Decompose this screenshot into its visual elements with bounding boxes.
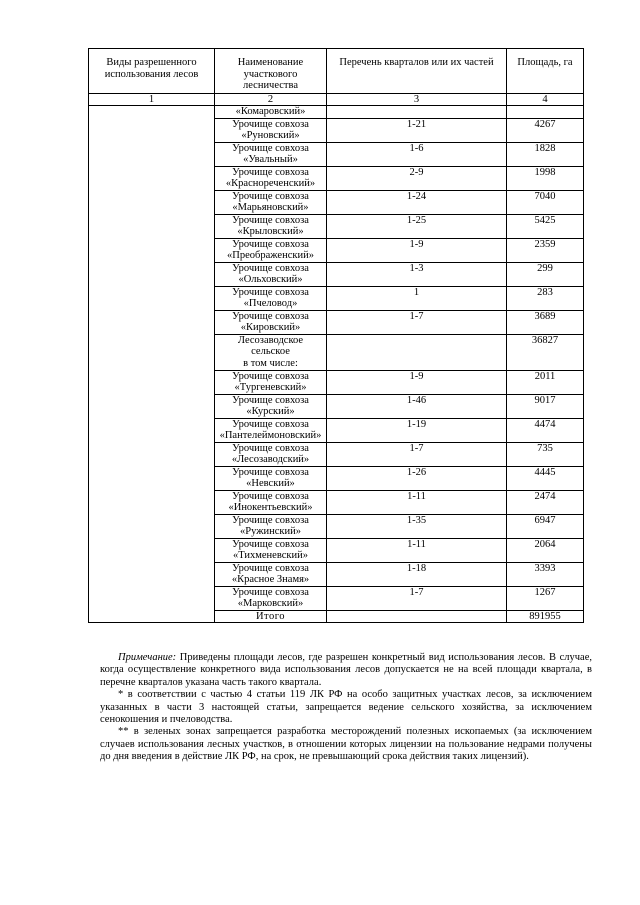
forestry-name-cell: «Комаровский» [215, 106, 327, 119]
forestry-name-cell: Урочище совхоза «Руновский» [215, 118, 327, 142]
column-number-4: 4 [507, 94, 584, 106]
area-cell: 3393 [507, 562, 584, 586]
forestry-name-cell: Урочище совхоза «Марьяновский» [215, 190, 327, 214]
footnote-1: * в соответствии с частью 4 статьи 119 ЛК РФ на особо защитных участках лесов, за исключением указанных в части 3 настоящей статьи, запрещается ведение сельского хозяйства, за исключением сенокошения и пчеловодства. [100, 689, 592, 726]
area-cell: 2064 [507, 538, 584, 562]
forestry-name-cell: Урочище совхоза «Марковский» [215, 586, 327, 610]
area-cell: 1998 [507, 166, 584, 190]
quarters-cell: 1-7 [327, 586, 507, 610]
forestry-name-cell: Урочище совхоза «Ружинский» [215, 514, 327, 538]
area-cell: 7040 [507, 190, 584, 214]
forestry-name-cell: Урочище совхоза «Увальный» [215, 142, 327, 166]
forestry-name-cell: Урочище совхоза «Краснореченский» [215, 166, 327, 190]
quarters-cell [327, 334, 507, 370]
forestry-name-cell: Урочище совхоза «Ольховский» [215, 262, 327, 286]
total-quarters-empty [327, 610, 507, 623]
area-cell: 4445 [507, 466, 584, 490]
forestry-name-cell: Урочище совхоза «Красное Знамя» [215, 562, 327, 586]
forestry-name-cell: Урочище совхоза «Тихменевский» [215, 538, 327, 562]
total-area: 891955 [507, 610, 584, 623]
forestry-name-cell: Урочище совхоза «Кировский» [215, 310, 327, 334]
area-cell: 735 [507, 442, 584, 466]
quarters-cell: 1-11 [327, 490, 507, 514]
note-paragraph [100, 652, 592, 689]
header-area: Площадь, га [507, 49, 584, 94]
quarters-cell: 1-46 [327, 394, 507, 418]
column-number-1: 1 [89, 94, 215, 106]
header-use-type: Виды разрешенного использования лесов [89, 49, 215, 94]
area-cell: 9017 [507, 394, 584, 418]
area-cell [507, 106, 584, 119]
forestry-name-cell: Лесозаводское сельское в том числе: [215, 334, 327, 370]
forestry-name-cell: Урочище совхоза «Пчеловод» [215, 286, 327, 310]
note-text: Приведены площади лесов, где разрешен конкретный вид использования лесов. В случае, когда осуществление конкретного вида использования лесов допускается не на всей площади квартала, в перечне кварталов указана часть такого квартала. [100, 652, 592, 688]
quarters-cell: 1-26 [327, 466, 507, 490]
quarters-cell: 1-35 [327, 514, 507, 538]
quarters-cell: 1-9 [327, 370, 507, 394]
footnote-2: ** в зеленых зонах запрещается разработка месторождений полезных ископаемых (за исключением случаев использования лесных участков, в отношении которых лицензии на пользование недрами получены до дня введения в действие ЛК РФ, на срок, не превышающий срока действия таких лицензий). [100, 726, 592, 763]
area-cell: 4474 [507, 418, 584, 442]
area-cell: 5425 [507, 214, 584, 238]
quarters-cell: 1-19 [327, 418, 507, 442]
area-cell: 2359 [507, 238, 584, 262]
area-cell: 299 [507, 262, 584, 286]
area-cell: 1828 [507, 142, 584, 166]
table-body [89, 106, 584, 623]
forestry-name-cell: Урочище совхоза «Тургеневский» [215, 370, 327, 394]
quarters-cell: 1-3 [327, 262, 507, 286]
quarters-cell: 1-24 [327, 190, 507, 214]
quarters-cell: 2-9 [327, 166, 507, 190]
header-quarters: Перечень кварталов или их частей [327, 49, 507, 94]
forestry-name-cell: Урочище совхоза «Преображенский» [215, 238, 327, 262]
forestry-name-cell: Урочище совхоза «Лесозаводский» [215, 442, 327, 466]
area-cell: 4267 [507, 118, 584, 142]
use-type-cell [89, 106, 215, 623]
quarters-cell: 1-7 [327, 310, 507, 334]
column-number-3: 3 [327, 94, 507, 106]
quarters-cell: 1-11 [327, 538, 507, 562]
area-cell: 6947 [507, 514, 584, 538]
quarters-cell: 1-21 [327, 118, 507, 142]
area-cell: 1267 [507, 586, 584, 610]
area-cell: 283 [507, 286, 584, 310]
quarters-cell: 1-18 [327, 562, 507, 586]
quarters-cell: 1-9 [327, 238, 507, 262]
quarters-cell: 1 [327, 286, 507, 310]
table-row [89, 106, 584, 119]
forestry-name-cell: Урочище совхоза «Крыловский» [215, 214, 327, 238]
area-cell: 36827 [507, 334, 584, 370]
quarters-cell [327, 106, 507, 119]
forestry-name-cell: Урочище совхоза «Невский» [215, 466, 327, 490]
quarters-cell: 1-7 [327, 442, 507, 466]
area-cell: 3689 [507, 310, 584, 334]
note-label: Примечание: [118, 652, 177, 663]
area-cell: 2474 [507, 490, 584, 514]
forestry-name-cell: Урочище совхоза «Инокентьевский» [215, 490, 327, 514]
forestry-name-cell: Урочище совхоза «Курский» [215, 394, 327, 418]
quarters-cell: 1-6 [327, 142, 507, 166]
notes-section [100, 652, 592, 764]
forestry-name-cell: Урочище совхоза «Пантелеймоновский» [215, 418, 327, 442]
header-forestry-name: Наименование участкового лесничества [215, 49, 327, 94]
column-number-2: 2 [215, 94, 327, 106]
total-label: Итого [215, 610, 327, 623]
quarters-cell: 1-25 [327, 214, 507, 238]
forest-use-table [88, 48, 584, 623]
area-cell: 2011 [507, 370, 584, 394]
